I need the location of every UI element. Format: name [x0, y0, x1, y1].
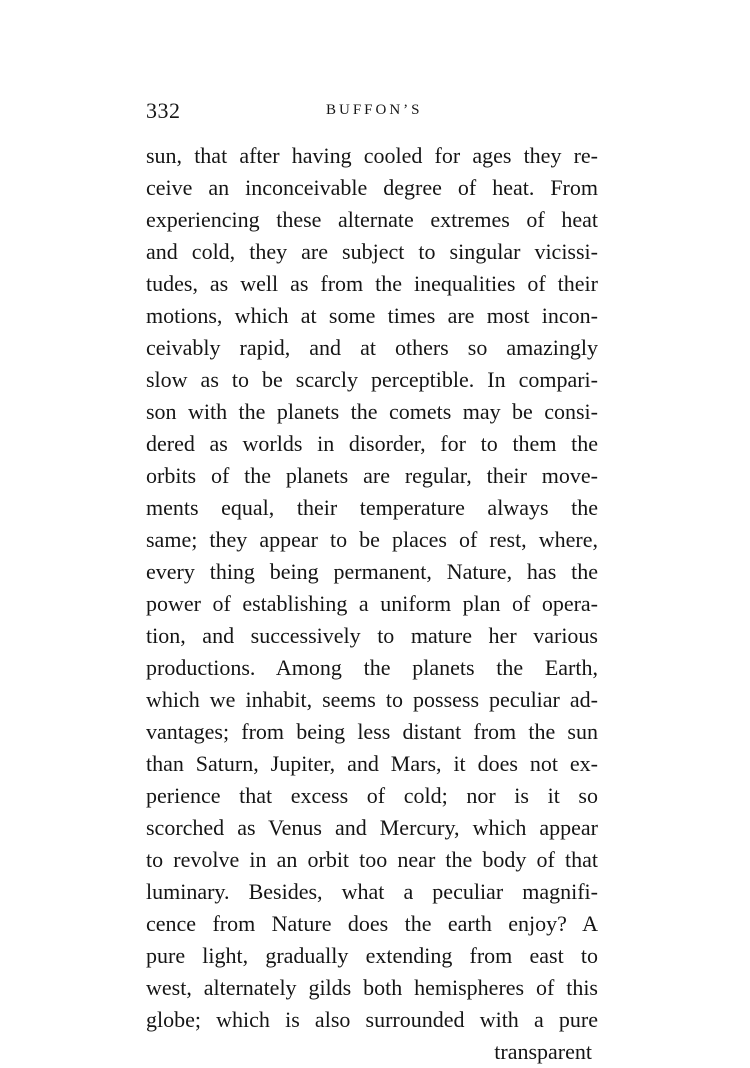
text-line: experiencing these alternate extremes of heat — [146, 207, 598, 232]
text-line: ments equal, their temperature always the — [146, 495, 598, 520]
running-head — [146, 98, 598, 128]
page-number: 332 — [146, 98, 181, 123]
text-line: power of establishing a uniform plan of opera- — [146, 591, 598, 616]
body-text — [146, 140, 598, 1068]
text-line: luminary. Besides, what a peculiar magnifi- — [146, 879, 598, 904]
text-line: than Saturn, Jupiter, and Mars, it does not ex- — [146, 751, 598, 776]
text-line: which we inhabit, seems to possess peculiar ad- — [146, 687, 598, 712]
text-line: west, alternately gilds both hemispheres of this — [146, 975, 598, 1000]
text-line: cence from Nature does the earth enjoy? A — [146, 911, 598, 936]
text-line: dered as worlds in disorder, for to them the — [146, 431, 598, 456]
text-line: tion, and successively to mature her various — [146, 623, 598, 648]
text-line: scorched as Venus and Mercury, which appear — [146, 815, 598, 840]
text-line: vantages; from being less distant from the sun — [146, 719, 598, 744]
text-line: same; they appear to be places of rest, where, — [146, 527, 598, 552]
text-line: tudes, as well as from the inequalities of their — [146, 271, 598, 296]
running-title: BUFFON’S — [326, 102, 423, 118]
text-line: ceive an inconceivable degree of heat. From — [146, 175, 598, 200]
text-line: pure light, gradually extending from east to — [146, 943, 598, 968]
text-line: ceivably rapid, and at others so amazingly — [146, 335, 598, 360]
text-line: productions. Among the planets the Earth, — [146, 655, 598, 680]
catchword: transparent — [494, 1039, 592, 1064]
text-line: sun, that after having cooled for ages they re- — [146, 143, 598, 168]
text-line: son with the planets the comets may be consi- — [146, 399, 598, 424]
text-line: perience that excess of cold; nor is it so — [146, 783, 598, 808]
text-line: slow as to be scarcly perceptible. In compari- — [146, 367, 598, 392]
text-line: globe; which is also surrounded with a pure — [146, 1007, 598, 1032]
text-line: orbits of the planets are regular, their move- — [146, 463, 598, 488]
text-line: and cold, they are subject to singular vicissi- — [146, 239, 598, 264]
text-line: every thing being permanent, Nature, has the — [146, 559, 598, 584]
text-line: motions, which at some times are most incon- — [146, 303, 598, 328]
text-line: to revolve in an orbit too near the body of that — [146, 847, 598, 872]
